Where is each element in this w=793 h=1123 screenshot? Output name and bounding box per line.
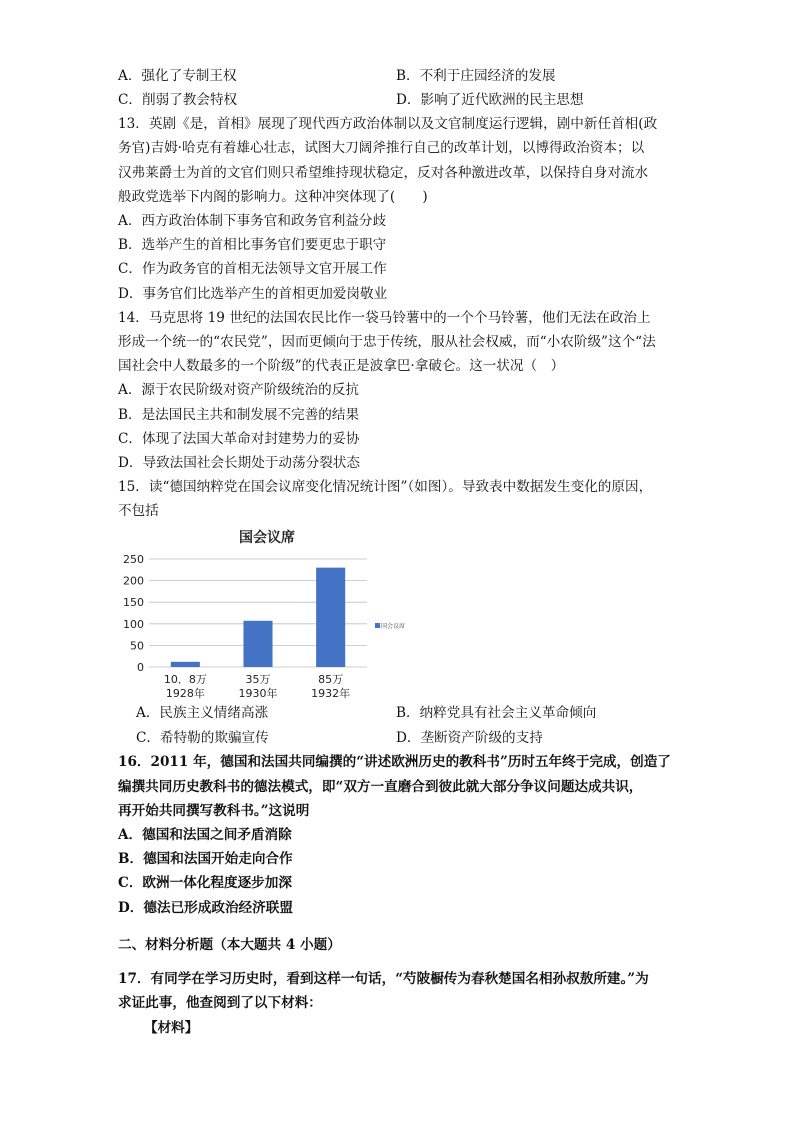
q17-stem-line-2: 求证此事，他查阅到了以下材料： [118,995,322,1011]
q16-option-b: B．德国和法国开始走向合作 [118,851,293,867]
q13-stem-line-4: 般政党选举下内阁的影响力。这种冲突体现了( ) [118,189,428,205]
q15-option-b: B．纳粹党具有社会主义革命倾向 [396,705,597,721]
q16-option-a: A．德国和法国之间矛盾消除 [118,827,292,843]
y-tick-label: 50 [130,639,144,653]
chart-bars [171,568,345,667]
chart-title: 国会议席 [239,530,295,546]
q13-stem-line-3: 汉弗莱爵士为首的文官们则只希望维持现状稳定，反对各种激进改革，以保持自身对流水 [118,165,649,181]
q13-option-a: A．西方政治体制下事务官和政务官利益分歧 [118,213,387,229]
q12-option-c: C．削弱了教会特权 [118,92,238,108]
q14-stem-line-2: 形成一个统一的“农民党”，因而更倾向于忠于传统，服从社会权威，而“小农阶级”这个“法 [118,334,656,350]
y-tick-label: 100 [123,617,144,631]
bar-1 [171,662,200,667]
q13-option-b: B．选举产生的首相比事务官们要更忠于职守 [118,237,387,253]
q14-stem-line-1: 14．马克思将 19 世纪的法国农民比作一袋马铃薯中的一个个马铃薯，他们无法在政治上 [118,310,651,326]
q15-option-c: C．希特勒的欺骗宣传 [136,730,269,746]
q12-option-b: B．不利于庄园经济的发展 [396,68,556,84]
q14-stem-line-3: 国社会中人数最多的一个阶级”的代表正是波拿巴·拿破仑。这一状况（ ） [118,358,565,374]
q15-stem-line-2: 不包括 [118,503,159,519]
q15-stem-line-1: 15．读“德国纳粹党在国会议席变化情况统计图”（如图）。导致表中数据发生变化的原因， [118,479,653,495]
q13-option-c: C．作为政务官的首相无法领导文官开展工作 [118,261,387,277]
legend-swatch [375,623,380,628]
q13-option-d: D．事务官们比选举产生的首相更加爱岗敬业 [118,286,388,302]
q14-option-b: B．是法国民主共和制发展不完善的结果 [118,407,360,423]
seats-bar-chart [117,522,406,704]
x-tick-label: 85万 [318,673,344,686]
q16-stem-line-3: 再开始共同撰写教科书。”这说明 [118,803,310,819]
q13-stem-line-1: 13．英剧《是，首相》展现了现代西方政治体制以及文官制度运行逻辑，剧中新任首相(政 [118,116,658,132]
y-tick-label: 0 [137,661,144,674]
q14-option-d: D．导致法国社会长期处于动荡分裂状态 [118,455,360,471]
q15-option-d: D．垄断资产阶级的支持 [396,730,543,746]
legend-label: 国会议席 [381,623,406,630]
y-tick-label: 250 [123,553,144,566]
q13-stem-line-2: 务官)吉姆·哈克有着雄心壮志，试图大刀阔斧推行自己的改革计划，以博得政治资本；以 [118,140,645,156]
bar-3 [316,568,345,667]
x-tick-label: 1930年 [238,687,278,700]
q12-option-d: D．影响了近代欧洲的民主思想 [396,92,584,108]
x-tick-label: 1928年 [165,687,205,700]
q15-option-a: A．民族主义情绪高涨 [136,705,269,721]
q16-option-d: D．德法已形成政治经济联盟 [118,900,293,916]
chart-y-axis [123,553,144,674]
section-heading: 二、材料分析题（本大题共 4 小题） [118,937,341,953]
q14-option-a: A．源于农民阶级对资产阶级统治的反抗 [118,382,359,398]
q12-option-a: A．强化了专制王权 [118,68,237,84]
bar-2 [243,621,272,667]
x-tick-label: 1932年 [311,687,351,700]
q17-stem-line-1: 17．有同学在学习历史时，看到这样一句话，“芍陂橱传为春秋楚国名相孙叔敖所建。”为 [118,971,649,987]
y-tick-label: 200 [123,574,144,588]
q16-option-c: C．欧洲一体化程度逐步加深 [118,875,292,891]
q16-stem-line-1: 16．2011 年，德国和法国共同编撰的“讲述欧洲历史的教科书”历时五年终于完成，创造了 [118,754,671,770]
chart-x-axis [164,673,350,700]
q16-stem-line-2: 编撰共同历史教科书的德法模式，即“双方一直磨合到彼此就大部分争议问题达成共识， [118,779,643,795]
x-tick-label: 10．8万 [163,673,207,686]
x-tick-label: 35万 [245,673,271,686]
q17-material-label: 【材料】 [144,1020,199,1036]
q14-option-c: C．体现了法国大革命对封建势力的妥协 [118,431,360,447]
y-tick-label: 150 [123,596,144,610]
